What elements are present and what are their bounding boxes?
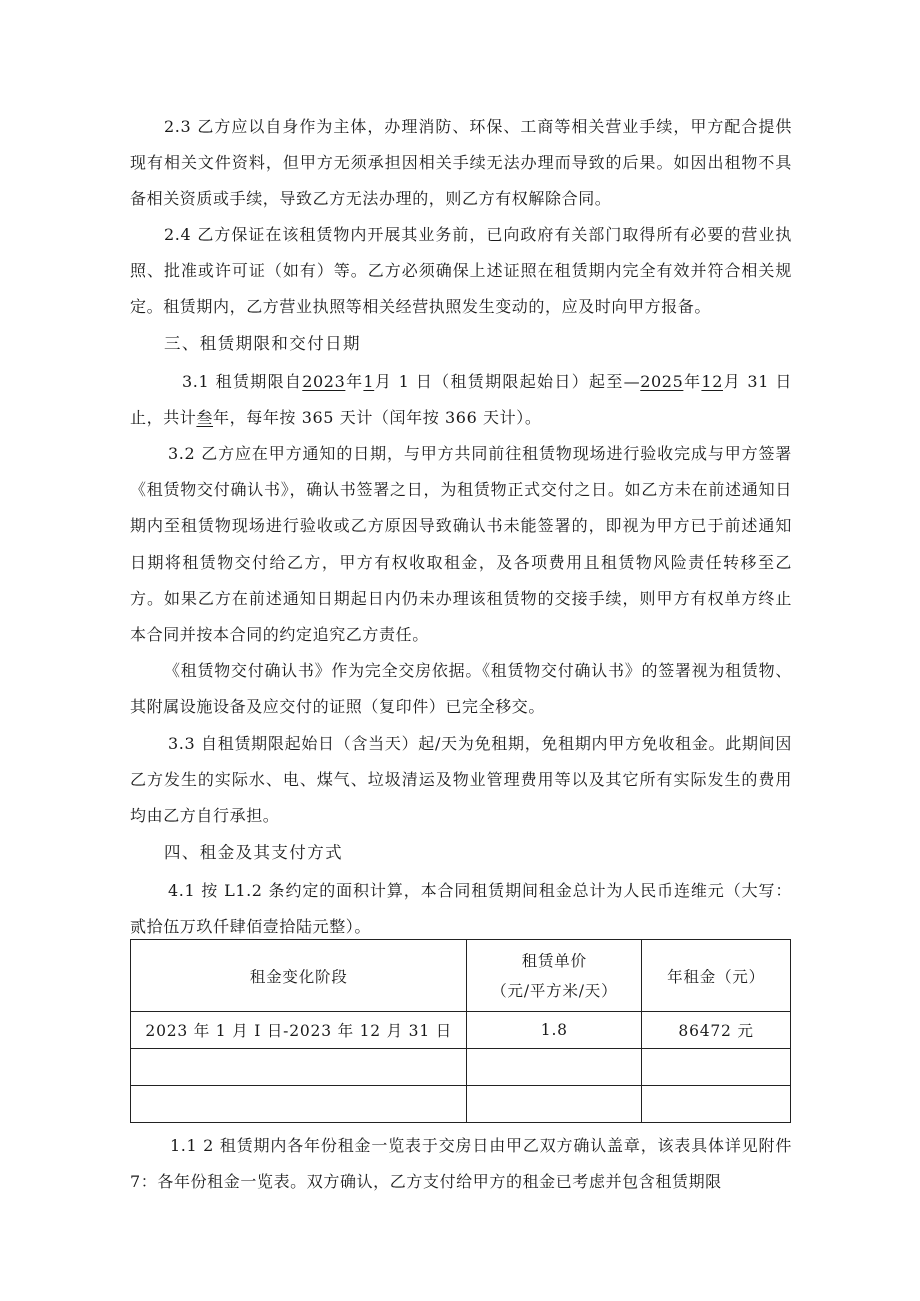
table-header-row <box>131 940 791 1012</box>
cell-annual-rent <box>642 1049 791 1086</box>
rent-schedule-table <box>130 939 791 1123</box>
table-row <box>131 1086 791 1123</box>
section-4-title: 四、租金及其支付方式 <box>164 843 343 862</box>
cell-unit-price: 1.8 <box>467 1012 642 1049</box>
cell-stage <box>131 1086 467 1123</box>
header-stage: 租金变化阶段 <box>131 940 467 1012</box>
clause-3-2-confirmation: 《租赁物交付确认书》作为完全交房依据。《租赁物交付确认书》的签署视为租赁物、其附属设施设备及应交付的证照（复印件）已完全移交。 <box>130 661 792 717</box>
clause-3-1: 3.1 租赁期限自2023年1月 1 日（租赁期限起始日）起至—2025年12月 31 日止，共计叁年，每年按 365 天计（闰年按 366 天计）。 <box>130 372 792 428</box>
cell-stage <box>131 1049 467 1086</box>
cell-stage: 2023 年 1 月 I 日-2023 年 12 月 31 日 <box>131 1012 467 1049</box>
clause-3-2: 3.2 乙方应在甲方通知的日期，与甲方共同前往租赁物现场进行验收完成与甲方签署《租赁物交付确认书》，确认书签署之日，为租赁物正式交付之日。如乙方未在前述通知日期内至租赁物现场进行验收或乙方原因导致确认书未能签署的，即视为甲方已于前述通知日期将租赁物交付给乙方，甲方有权收取租金，及各项费用且租赁物风险责任转移至乙方。如果乙方在前述通知日期起日内仍未办理该租赁物的交接手续，则甲方有权单方终止本合同并按本合同的约定追究乙方责任。 <box>130 444 792 645</box>
table-row <box>131 1012 791 1049</box>
cell-unit-price <box>467 1049 642 1086</box>
section-3-title: 三、租赁期限和交付日期 <box>164 334 361 353</box>
cell-annual-rent: 86472 元 <box>642 1012 791 1049</box>
clause-2-3: 2.3 乙方应以自身作为主体，办理消防、环保、工商等相关营业手续，甲方配合提供现有相关文件资料，但甲方无须承担因相关手续无法办理而导致的后果。如因出租物不具备相关资质或手续，导致乙方无法办理的，则乙方有权解除合同。 <box>130 117 792 209</box>
table-row <box>131 1049 791 1086</box>
header-annual-rent: 年租金（元） <box>642 940 791 1012</box>
header-unit-price: 租赁单价 （元/平方米/天） <box>467 940 642 1012</box>
cell-annual-rent <box>642 1086 791 1123</box>
clause-1-1: 1.1 2 租赁期内各年份租金一览表于交房日由甲乙双方确认盖章，该表具体详见附件 7：各年份租金一览表。双方确认，乙方支付给甲方的租金已考虑并包含租赁期限 <box>130 1136 792 1192</box>
clause-2-4: 2.4 乙方保证在该租赁物内开展其业务前，已向政府有关部门取得所有必要的营业执照、批准或许可证（如有）等。乙方必须确保上述证照在租赁期内完全有效并符合相关规定。租赁期内，乙方营业执照等相关经营执照发生变动的，应及时向甲方报备。 <box>130 225 792 317</box>
clause-4-1: 4.1 按 L1.2 条约定的面积计算，本合同租赁期间租金总计为人民币连维元（大写：贰拾伍万玖仟肆佰壹拾陆元整）。 <box>130 881 792 937</box>
clause-3-3: 3.3 自租赁期限起始日（含当天）起/天为免租期，免租期内甲方免收租金。此期间因乙方发生的实际水、电、煤气、垃圾清运及物业管理费用等以及其它所有实际发生的费用均由乙方自行承担。 <box>130 734 792 826</box>
cell-unit-price <box>467 1086 642 1123</box>
